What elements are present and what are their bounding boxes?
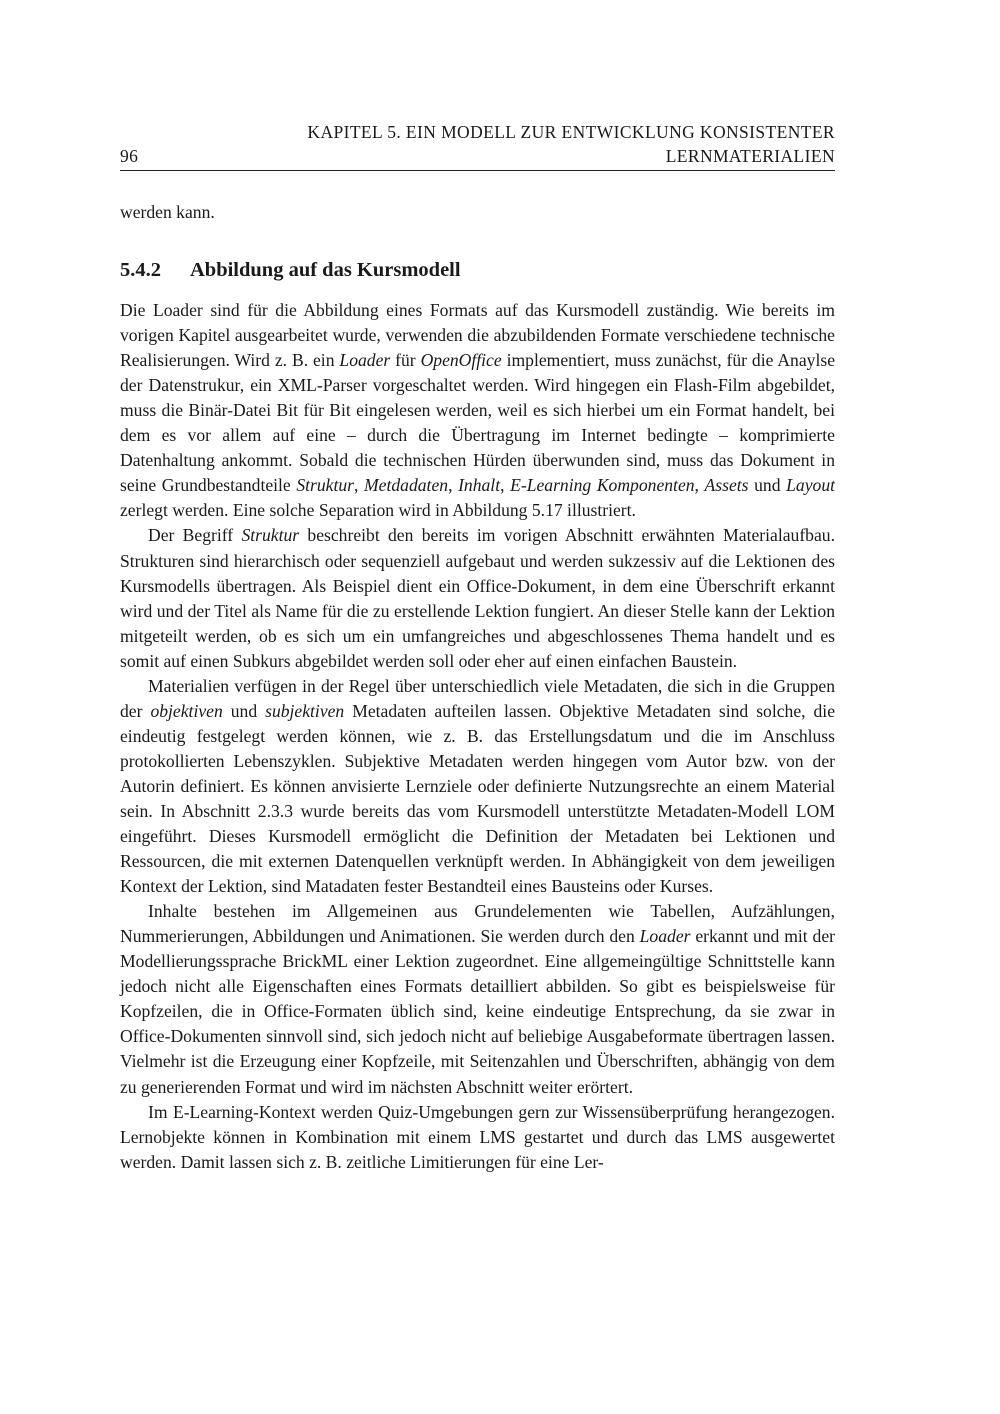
body-text: [120, 200, 835, 1175]
text-run: Im E-Learning-Kontext werden Quiz-Umgebungen gern zur Wissensüberprüfung herangezogen. Lernobjekte können in Kombination mit einem LMS gestartet und durch das LMS ausgewertet werden. Damit lassen sich z. B. zeitliche Limitierungen für eine Ler-: [120, 1101, 835, 1172]
italic-term: Inhalt: [458, 475, 501, 496]
text-run: für: [390, 350, 421, 371]
paragraph-1: [120, 298, 835, 523]
page-number: 96: [120, 146, 139, 166]
italic-term: Layout: [786, 475, 835, 496]
text-run: Die Loader sind für die Abbildung eines Formats auf das Kursmodell zuständig. Wie bereits im vorigen Kapitel ausgearbeitet wurde, verwenden die abzubildenden Formate verschiedene technische Realisierungen. Wird z. B. ein: [120, 300, 835, 371]
italic-term: Loader: [639, 926, 691, 947]
text-run: ,: [694, 475, 705, 496]
italic-term: Struktur: [241, 525, 300, 546]
text-run: und: [748, 475, 787, 496]
running-header: [120, 120, 835, 171]
paragraph-3: [120, 674, 835, 899]
text-run: ,: [448, 475, 459, 496]
chapter-title-line-2: LERNMATERIALIEN: [665, 146, 835, 166]
text-run: und: [222, 700, 266, 721]
italic-term: Struktur: [296, 475, 355, 496]
italic-term: E-Learning Komponenten: [510, 475, 695, 496]
paragraph-5: [120, 1100, 835, 1175]
paragraph-4: [120, 899, 835, 1099]
section-title: Abbildung auf das Kursmodell: [190, 259, 461, 282]
document-page: [120, 0, 835, 1414]
paragraph-2: [120, 523, 835, 673]
italic-term: subjektiven: [265, 700, 345, 721]
text-run: Inhalte bestehen im Allgemeinen aus Grundelementen wie Tabellen, Aufzählungen, Nummerierungen, Abbildungen und Animationen. Sie werden durch den: [120, 901, 835, 947]
text-run: ,: [354, 475, 365, 496]
italic-term: Loader: [339, 350, 391, 371]
text-run: Metadaten aufteilen lassen. Objektive Metadaten sind solche, die eindeutig festgelegt werden können, wie z. B. das Erstellungsdatum und die im Anschluss protokollierten Lebenszyklen. Subjektive Metadaten werden hingegen vom Autor bzw. von der Autorin definiert. Es können anvisierte Lernziele oder definierte Nutzungsrechte an einem Material sein. In Abschnitt 2.3.3 wurde bereits das vom Kursmodell unterstützte Metadaten-Modell LOM eingeführt. Dieses Kursmodell ermöglicht die Definition der Metadaten bei Lektionen und Ressourcen, die mit externen Datenquellen verknüpft werden. In Abhängigkeit von dem jeweiligen Kontext der Lektion, sind Matadaten fester Bestandteil eines Bausteins oder Kurses.: [120, 700, 836, 897]
text-run: Der Begriff: [148, 525, 242, 546]
section-heading: [120, 256, 835, 284]
section-number: 5.4.2: [120, 259, 161, 282]
italic-term: objektiven: [150, 700, 223, 721]
text-run: erkannt und mit der Modellierungssprache BrickML einer Lektion zugeordnet. Eine allgemeingültige Schnittstelle kann jedoch nicht alle Eigenschaften eines Formats detailliert abbilden. So gibt es beispielsweise für Kopfzeilen, die in Office-Formaten üblich sind, keine eindeutige Entsprechung, da sie zwar in Office-Dokumenten sinnvoll sind, sich jedoch nicht auf beliebige Ausgabeformate übertragen lassen. Vielmehr ist die Erzeugung einer Kopfzeile, mit Seitenzahlen und Überschriften, abhängig von dem zu generierenden Format und wird im nächsten Abschnitt weiter erörtert.: [120, 926, 835, 1097]
text-run: implementiert, muss zunächst, für die Anaylse der Datenstrukur, ein XML-Parser vorgeschaltet werden. Wird hingegen ein Flash-Film abgebildet, muss die Binär-Datei Bit für Bit eingelesen werden, weil es sich hierbei um ein Format handelt, bei dem es vor allem auf eine – durch die Übertragung im Internet bedingte – komprimierte Datenhaltung ankommt. Sobald die technischen Hürden überwunden sind, muss das Dokument in seine Grundbestandteile: [120, 350, 836, 496]
chapter-title-line-1: KAPITEL 5. EIN MODELL ZUR ENTWICKLUNG KONSISTENTER: [307, 122, 835, 142]
text-run: Materialien verfügen in der Regel über unterschiedlich viele Metadaten, die sich in die Gruppen der: [120, 675, 835, 721]
text-run: ,: [500, 475, 511, 496]
italic-term: Assets: [704, 475, 749, 496]
italic-term: Metdadaten: [364, 475, 449, 496]
intro-text: werden kann.: [120, 202, 215, 222]
italic-term: OpenOffice: [420, 350, 502, 371]
text-run: beschreibt den bereits im vorigen Abschnitt erwähnten Materialaufbau. Strukturen sind hierarchisch oder sequenziell aufgebaut und werden sukzessiv auf die Lektionen des Kursmodells übertragen. Als Beispiel dient ein Office-Dokument, in dem eine Überschrift erkannt wird und der Titel als Name für die zu erstellende Lektion fungiert. An dieser Stelle kann der Lektion mitgeteilt werden, ob es sich um ein umfangreiches und abgeschlossenes Thema handelt und es somit auf einen Subkurs abgebildet werden soll oder eher auf einen einfachen Baustein.: [120, 525, 835, 671]
text-run: zerlegt werden. Eine solche Separation wird in Abbildung 5.17 illustriert.: [120, 500, 636, 521]
